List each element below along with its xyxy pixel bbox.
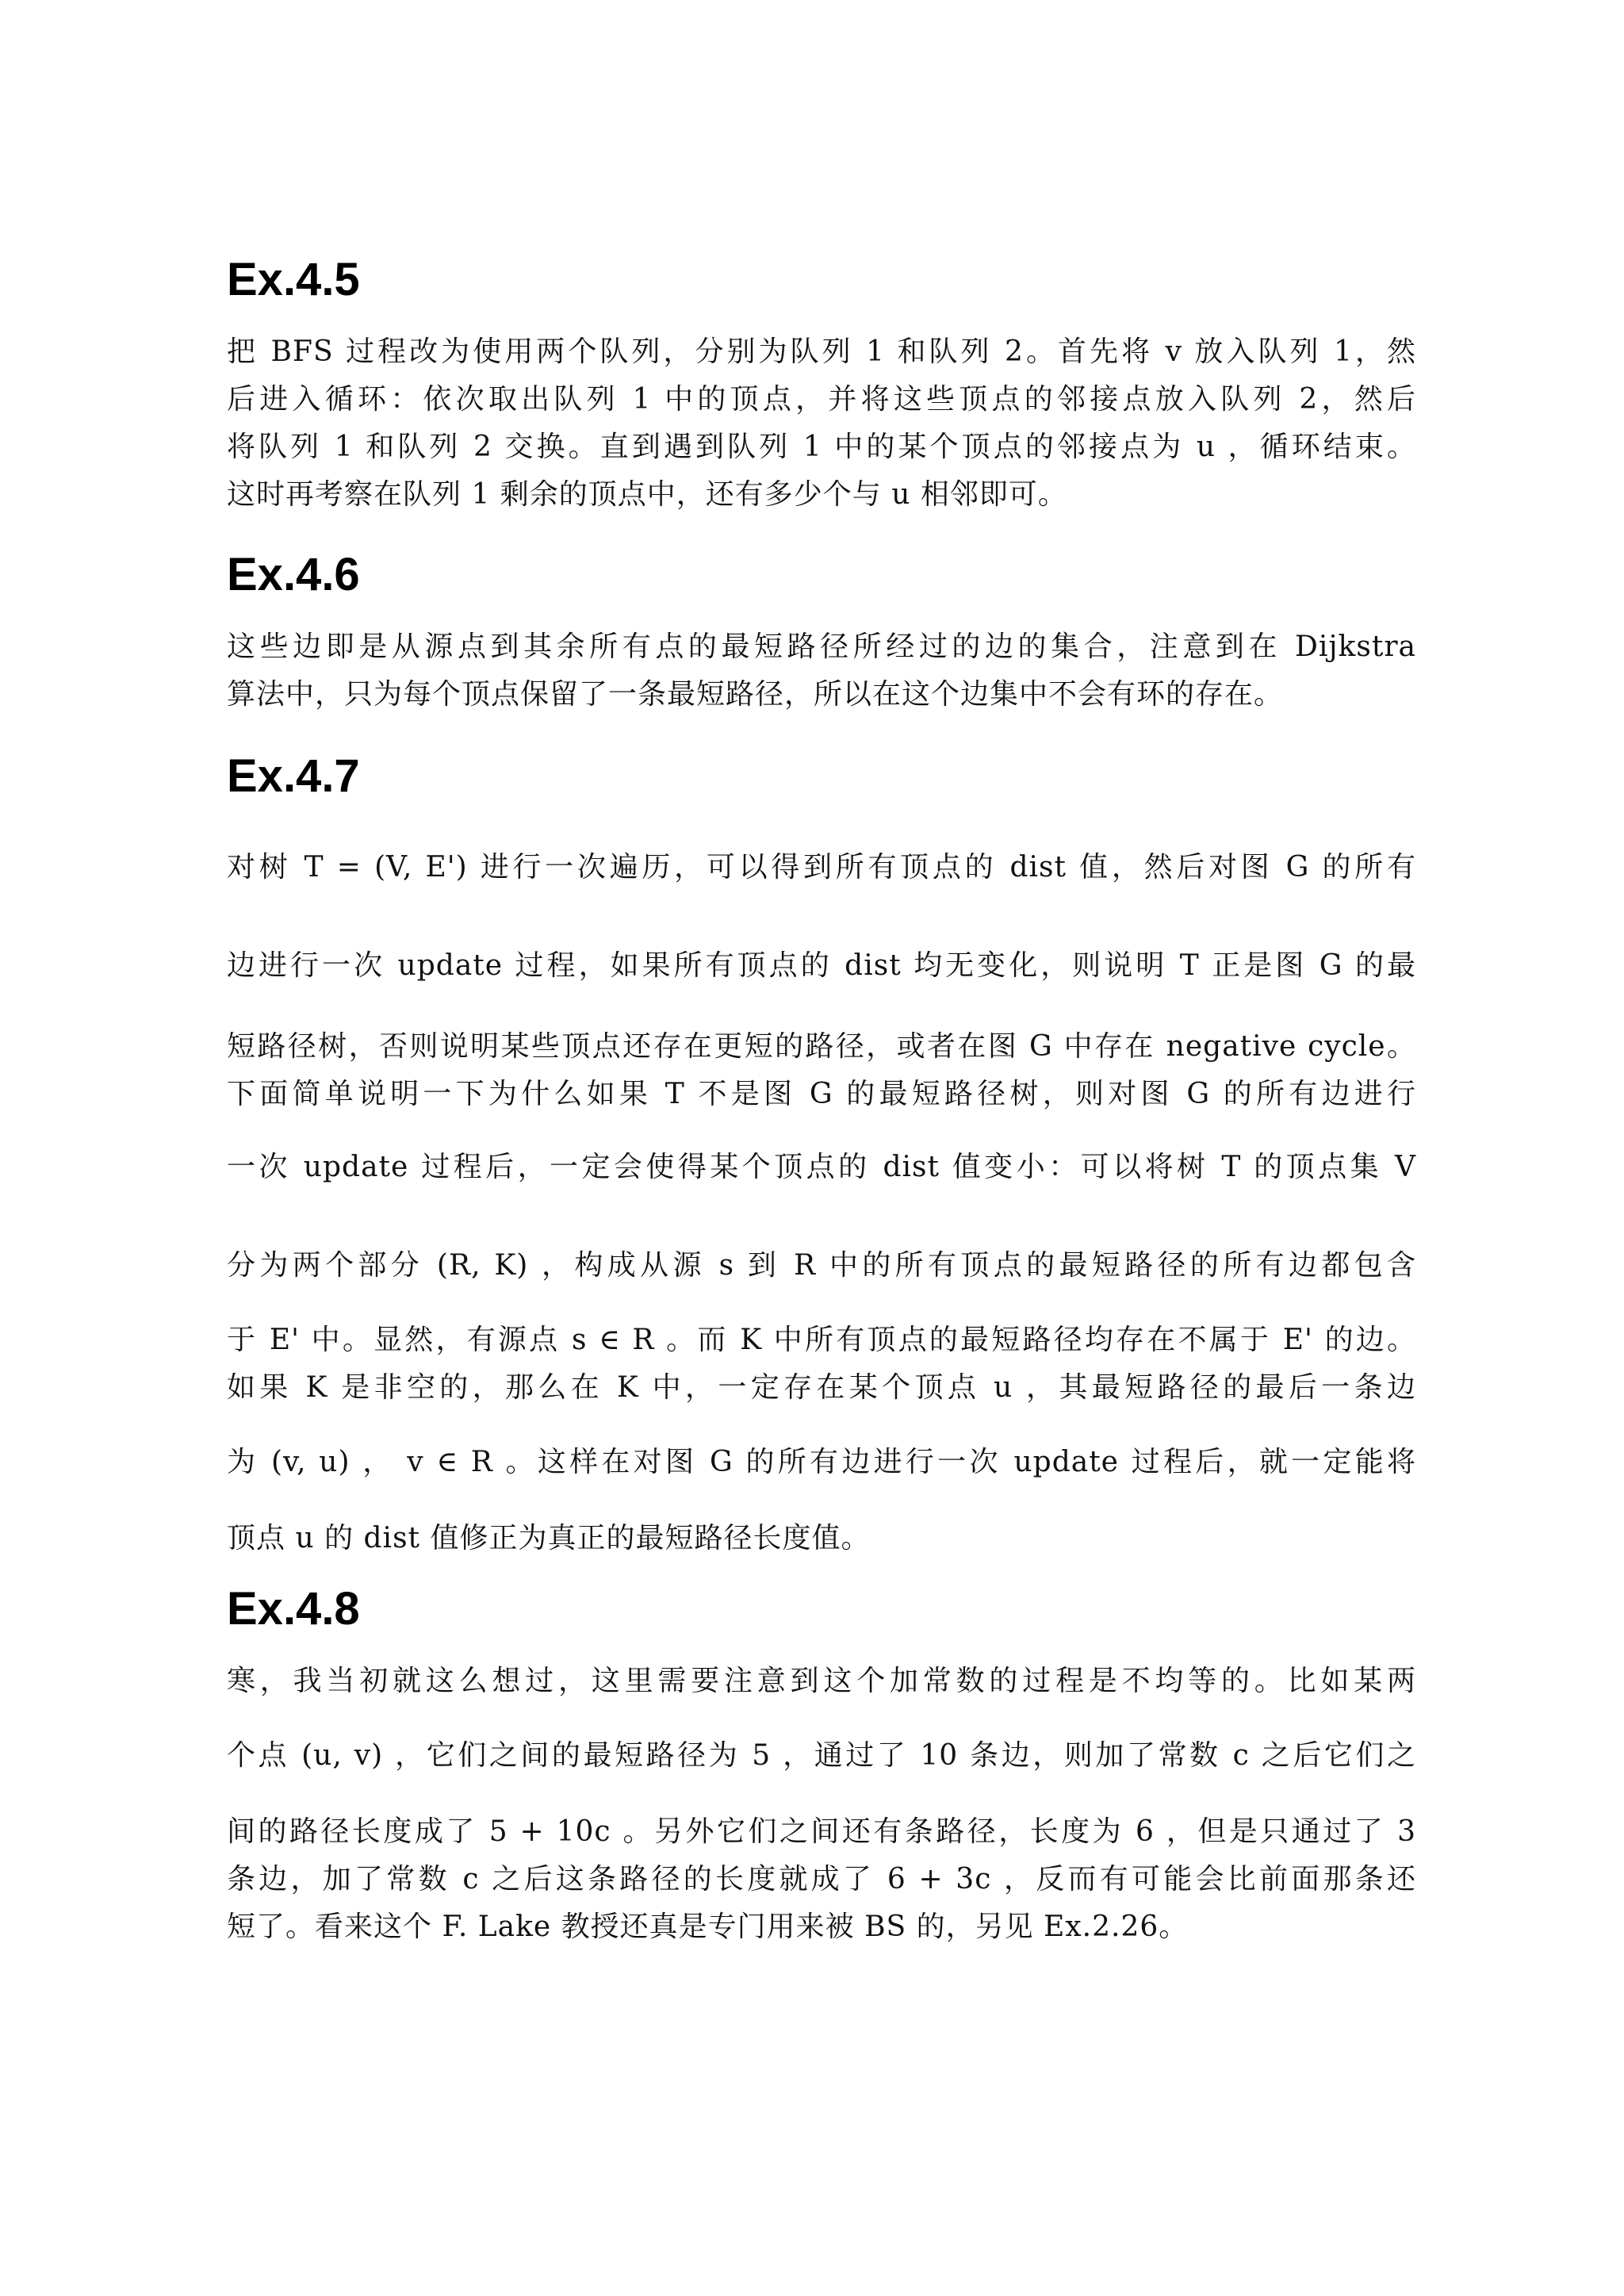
- section-heading-ex-4-5: Ex.4.5: [227, 254, 360, 305]
- paragraph-line: 分为两个部分 (R, K) ，构成从源 s 到 R 中的所有顶点的最短路径的所有边都包含: [227, 1249, 1416, 1282]
- paragraph-line: 后进入循环：依次取出队列 1 中的顶点，并将这些顶点的邻接点放入队列 2，然后: [227, 383, 1416, 416]
- paragraph-line: 如果 K 是非空的，那么在 K 中，一定存在某个顶点 u ，其最短路径的最后一条边: [227, 1371, 1416, 1404]
- paragraph-line: 将队列 1 和队列 2 交换。直到遇到队列 1 中的某个顶点的邻接点为 u ，循环结束。: [227, 431, 1416, 463]
- paragraph-line: 把 BFS 过程改为使用两个队列，分别为队列 1 和队列 2。首先将 v 放入队列 1，然: [227, 335, 1416, 368]
- paragraph-line: 短了。看来这个 F. Lake 教授还真是专门用来被 BS 的，另见 Ex.2.26。: [227, 1911, 1189, 1943]
- paragraph-line: 短路径树，否则说明某些顶点还存在更短的路径，或者在图 G 中存在 negative cycle。: [227, 1030, 1416, 1063]
- paragraph-line: 一次 update 过程后，一定会使得某个顶点的 dist 值变小：可以将树 T 的顶点集 V: [227, 1151, 1416, 1183]
- paragraph-line: 这些边即是从源点到其余所有点的最短路径所经过的边的集合，注意到在 Dijkstra: [227, 631, 1416, 663]
- paragraph-line: 于 E' 中。显然，有源点 s ∈ R 。而 K 中所有顶点的最短路径均存在不属于 E' 的边。: [227, 1324, 1416, 1356]
- paragraph-line: 下面简单说明一下为什么如果 T 不是图 G 的最短路径树，则对图 G 的所有边进行: [227, 1078, 1416, 1110]
- paragraph-line: 算法中，只为每个顶点保留了一条最短路径，所以在这个边集中不会有环的存在。: [227, 678, 1284, 711]
- section-heading-ex-4-6: Ex.4.6: [227, 549, 360, 600]
- paragraph-line: 为 (v, u) ， v ∈ R 。这样在对图 G 的所有边进行一次 update 过程后，就一定能将: [227, 1446, 1416, 1478]
- paragraph-line: 这时再考察在队列 1 剩余的顶点中，还有多少个与 u 相邻即可。: [227, 478, 1067, 511]
- section-heading-ex-4-8: Ex.4.8: [227, 1583, 360, 1635]
- paragraph-line: 间的路径长度成了 5 + 10c 。另外它们之间还有条路径，长度为 6 ，但是只通过了 3: [227, 1815, 1416, 1848]
- paragraph-line: 边进行一次 update 过程，如果所有顶点的 dist 均无变化，则说明 T 正是图 G 的最: [227, 949, 1416, 982]
- paragraph-line: 顶点 u 的 dist 值修正为真正的最短路径长度值。: [227, 1522, 871, 1554]
- section-heading-ex-4-7: Ex.4.7: [227, 750, 360, 802]
- paragraph-line: 个点 (u, v) ，它们之间的最短路径为 5 ，通过了 10 条边，则加了常数 c 之后它们之: [227, 1739, 1416, 1772]
- paragraph-line: 对树 T = (V, E') 进行一次遍历，可以得到所有顶点的 dist 值，然后对图 G 的所有: [227, 851, 1416, 884]
- paragraph-line: 条边，加了常数 c 之后这条路径的长度就成了 6 + 3c ，反而有可能会比前面那条还: [227, 1863, 1416, 1895]
- paragraph-line: 寒，我当初就这么想过，这里需要注意到这个加常数的过程是不均等的。比如某两: [227, 1665, 1416, 1697]
